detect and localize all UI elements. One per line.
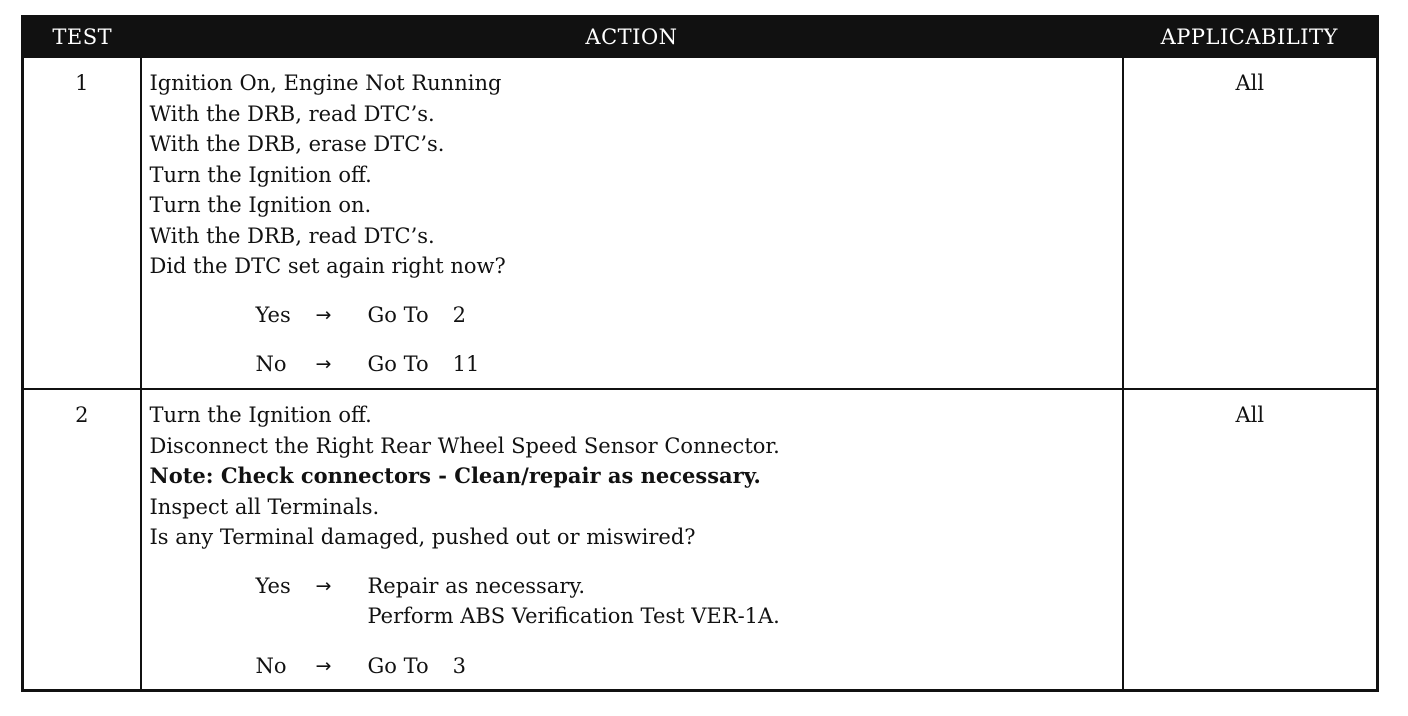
no-label: No [255, 352, 287, 376]
action-question: Did the DTC set again right now? [149, 254, 506, 278]
table-row [23, 389, 1378, 691]
header-row [23, 17, 1378, 58]
answer-choices [256, 300, 1114, 380]
goto-test-number: 3 [452, 653, 466, 678]
header-action: ACTION [141, 17, 1123, 58]
yes-choice [256, 300, 1114, 331]
applicability-value: All [1123, 389, 1378, 691]
diagnostic-test-table [21, 15, 1379, 692]
arrow-icon: → [315, 574, 332, 597]
applicability-value: All [1123, 57, 1378, 389]
no-choice [256, 349, 1114, 380]
table-body [23, 57, 1378, 691]
action-step: Turn the Ignition off. [149, 403, 372, 427]
action-step: With the DRB, erase DTC’s. [149, 132, 445, 156]
yes-choice [256, 571, 1114, 632]
arrow-icon: → [315, 654, 332, 677]
no-goto [368, 651, 467, 682]
no-goto [368, 349, 480, 380]
action-cell [141, 57, 1123, 389]
yes-action-line: Perform ABS Verification Test VER-1A. [367, 604, 780, 628]
goto-label: Go To [367, 302, 429, 327]
goto-label: Go To [367, 653, 429, 678]
action-note: Note: Check connectors - Clean/repair as necessary. [149, 463, 761, 488]
yes-label: Yes [255, 573, 291, 598]
yes-action-line: Repair as necessary. [367, 573, 586, 598]
table-row [23, 57, 1378, 389]
arrow-icon: → [315, 353, 332, 375]
arrow-icon: → [315, 303, 332, 326]
action-step: Ignition On, Engine Not Running [149, 71, 502, 95]
yes-goto [368, 300, 467, 331]
test-number: 1 [23, 57, 141, 389]
yes-label: Yes [255, 302, 291, 327]
action-step: With the DRB, read DTC’s. [149, 223, 435, 248]
answer-choices [256, 571, 1114, 682]
action-cell [141, 389, 1123, 691]
action-step: Disconnect the Right Rear Wheel Speed Sensor Connector. [149, 433, 780, 458]
action-question: Is any Terminal damaged, pushed out or miswired? [149, 525, 696, 549]
header-applicability: APPLICABILITY [1123, 17, 1378, 58]
action-step: With the DRB, read DTC’s. [149, 101, 435, 126]
yes-action [368, 571, 780, 632]
header-test: TEST [23, 17, 141, 58]
goto-label: Go To [367, 352, 429, 376]
action-step: Turn the Ignition on. [149, 193, 372, 217]
table-header [23, 17, 1378, 58]
goto-test-number: 2 [452, 302, 466, 327]
action-step: Turn the Ignition off. [149, 162, 372, 187]
no-label: No [255, 653, 287, 678]
no-choice [256, 651, 1114, 682]
goto-test-number: 11 [452, 352, 480, 376]
action-step: Inspect all Terminals. [149, 494, 380, 519]
test-number: 2 [23, 389, 141, 691]
